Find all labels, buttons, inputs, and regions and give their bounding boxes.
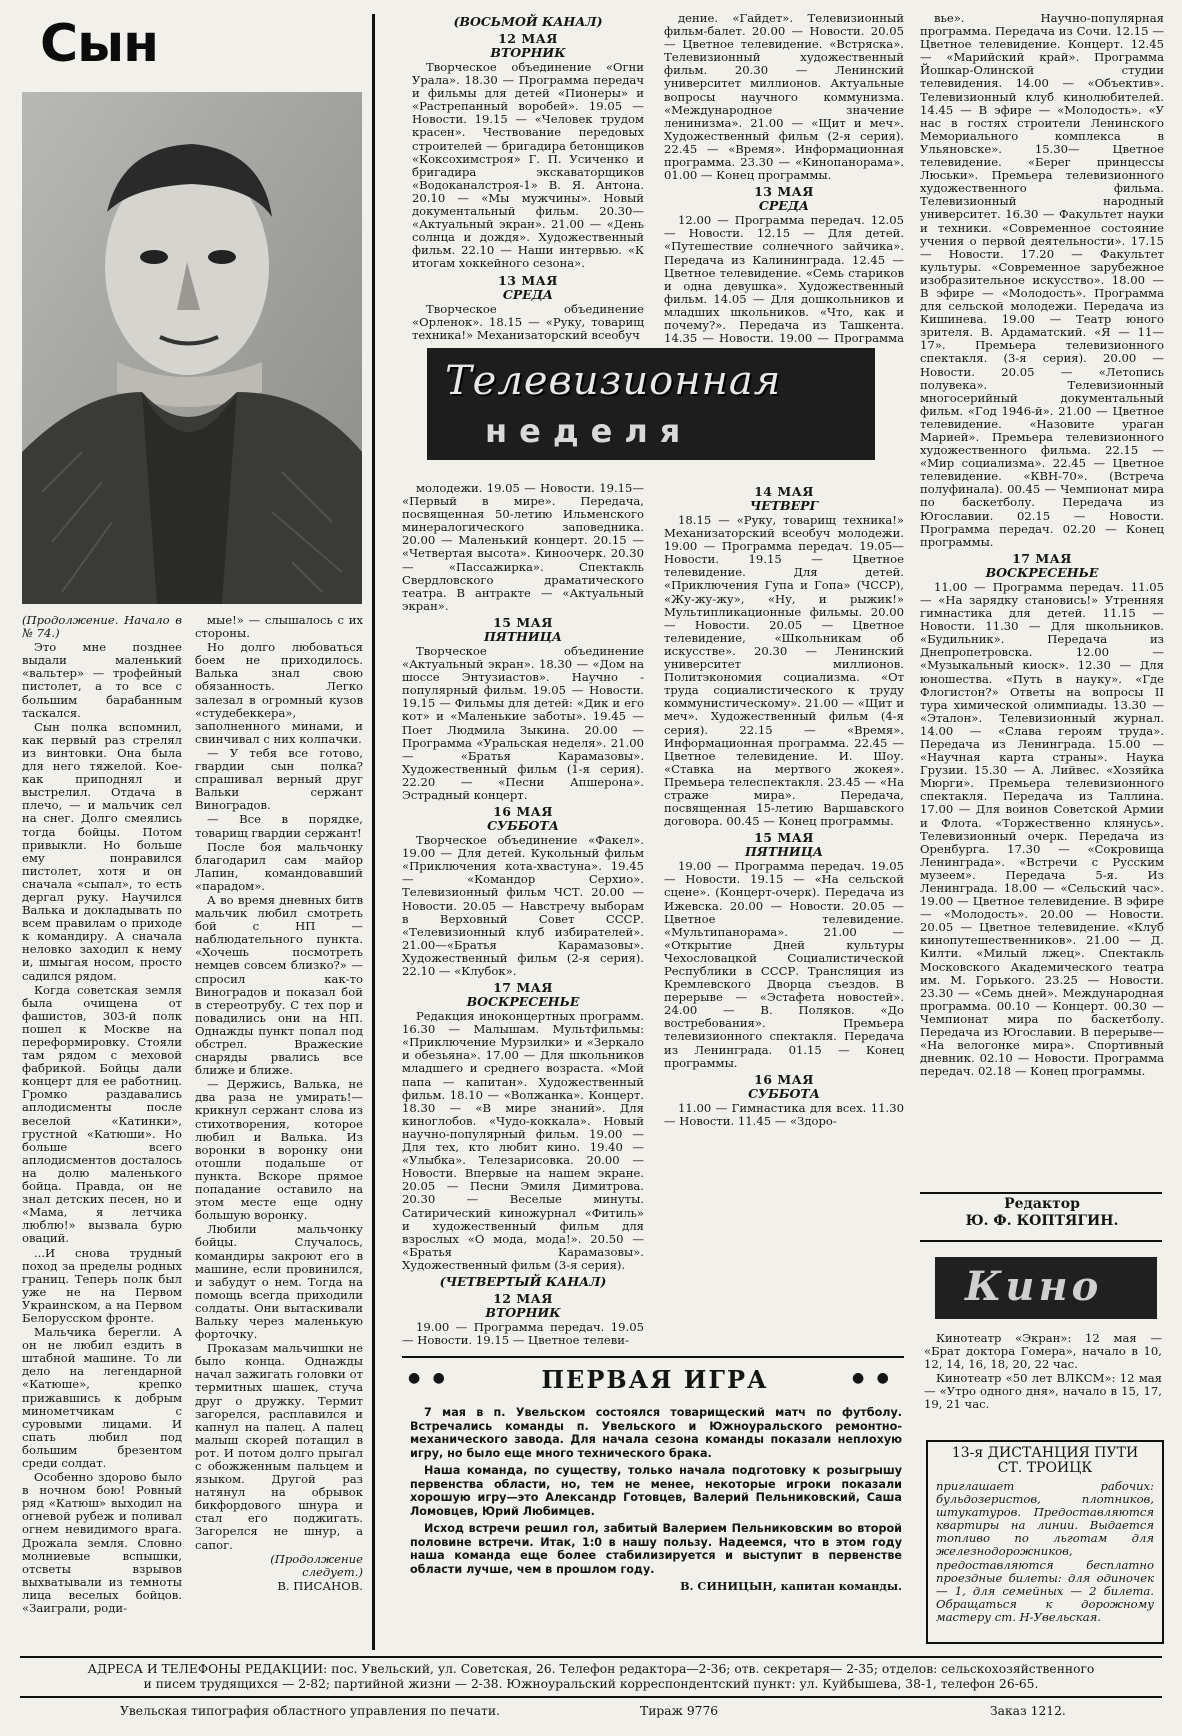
bullet-dots-right: ● ● xyxy=(852,1370,893,1386)
tv-listing: 19.00 — Программа передач. 19.05 — Новости. 19.15 — Цветное телеви- xyxy=(402,1319,644,1348)
tv-listing: Творческое объединение «Актуальный экран». 18.30 — «Дом на шоссе Энтузиастов». Научно - популярный фильм. 19.05 — Новости. 19.15 — Фильмы для детей: «Дик и его кот» и «Маленькие заботы». 19.45 — Поет Людмила Зыкина. 20.00 — Программа «Уральская неделя». 21.00 — «Братья Карамазовы». Художественный фильм (1-я серия). 22.20 — «Песни Апшерона». Эстрадный концерт. xyxy=(402,643,644,802)
editor-rule xyxy=(920,1192,1162,1194)
tv-date: 15 МАЯ xyxy=(754,830,814,846)
kino-listing-2: Кинотеатр «50 лет ВЛКСМ»: 12 мая — «Утро одного дня», начало в 15, 17, 19, 21 час. xyxy=(924,1371,1162,1412)
tv-date: 15 МАЯ xyxy=(493,614,553,630)
article-para-6: Особенно здорово было в ночном бою! Ровный ряд «Катюш» выходил на огневой рубеж и поливал огнем невидимого врага. Дрожала земля. Словно молниевые вспышки, отсветы взрывов выхватывали из темноты лица веселых бойцов. «Заиграли, роди- xyxy=(22,1470,182,1616)
tv-day-heading xyxy=(402,1292,644,1320)
tv-weekday: ВТОРНИК xyxy=(485,1304,561,1320)
banner-title: Телевизионная xyxy=(445,358,782,404)
channel-heading: (ЧЕТВЕРТЫЙ КАНАЛ) xyxy=(439,1273,607,1289)
footer-order: Заказ 1212. xyxy=(990,1704,1066,1718)
bullet-dots-left: ● ● xyxy=(408,1370,449,1386)
article-para-b-7: — Держись, Валька, не два раза не умирать!— крикнул сержант слова из стихотворения, которое любил и Валька. Из воронки в воронку они отошли подальше от пункта. Вскоре прямое попадание оставило на этом месте еще одну большую воронку. xyxy=(195,1077,363,1223)
match-rule xyxy=(402,1356,904,1358)
editor-label: Редактор xyxy=(1004,1196,1080,1212)
article-photo xyxy=(22,92,362,604)
continued-note: (Продолжение следует.) xyxy=(270,1551,363,1579)
tv-listing: молодежи. 19.05 — Новости. 19.15— «Первый в мире». Передача, посвященная 50-летию Ильменского минералогического заповедника. 20.00 — Маленький концерт. 20.15 — «Четвертая высота». Киноочерк. 20.30 — «Пассажирка». Спектакль Свердловского драматического театра. В антракте — «Актуальный экран». xyxy=(402,482,644,613)
match-author: В. СИНИЦЫН, капитан команды. xyxy=(680,1579,902,1593)
tv-listing: 12.00 — Программа передач. 12.05 — Новости. 12.15 — Для детей. «Путешествие солнечного зайчика». Передача из Калининграда. 12.45 — Цветное телевидение. «Семь стариков и одна девушка». Художественный фильм. 14.05 — Для дошкольников и младших школьников. «Что, как и почему?». Передача из Ташкента. 14.35 — Новости. 19.00 — Программа xyxy=(664,213,904,344)
tv-week-banner xyxy=(427,348,875,460)
kino-logo: Кино xyxy=(965,1263,1103,1310)
tv-date: 17 МАЯ xyxy=(493,980,553,996)
match-title: ПЕРВАЯ ИГРА xyxy=(541,1365,769,1394)
tv-date: 17 МАЯ xyxy=(1012,550,1072,566)
article-para-3: Когда советская земля была очищена от фашистов, 303-й полк пошел к Москве на переформировку. Стояли там рядом с меховой фабрикой. Бойцы дали концерт для ее работниц. Громко раздавались аплодисменты после веселой «Катинки», грустной «Катюши». Но больше всего аплодисментов досталось на долю маленького бойца. Правда, он не знал детских песен, но и «Мама, я летчика люблю!» вызвала бурю оваций. xyxy=(22,982,182,1246)
tv-listing: 11.00 — Гимнастика для всех. 11.30 — Новости. 11.45 — «Здоро- xyxy=(664,1100,904,1128)
tv-weekday: ЧЕТВЕРГ xyxy=(749,498,819,513)
tv-listing: 19.00 — Программа передач. 19.05 — Новости. 19.15 — «На сельской сцене». (Концерт-очерк). Передача из Ижевска. 20.00 — Новости. 20.05 — Цветное телевидение. «Мультипанорама». 21.00 — «Открытие Дней культуры Чехословацкой Социалистической Республики в СССР. Трансляция из Кремлевского Дворца съездов. В перерыве — «Эстафета новостей». 24.00 — В. Поляков. «До востребования». Премьера телевизионного спектакля. Передача из Ленинграда. 01.15 — Конец программы. xyxy=(664,859,904,1070)
article-para-1: Это мне позднее выдали маленький «вальтер» — трофейный пистолет, а то все с большим барабанным таскался. xyxy=(22,640,182,720)
tv-day-heading xyxy=(920,552,1164,580)
tv-date: 16 МАЯ xyxy=(493,804,553,820)
tv-day-heading xyxy=(402,616,644,644)
notice-title-1: 13-я ДИСТАНЦИЯ ПУТИ xyxy=(951,1445,1139,1461)
tv-weekday: ВОСКРЕСЕНЬЕ xyxy=(466,994,580,1010)
footer-rule-top xyxy=(20,1656,1162,1658)
tv-listing: Творческое объединение «Огни Урала». 18.30 — Программа передач и фильмы для детей «Пионеры» и «Растрепанный воробей». 19.05 — Новости. 19.15 — «Человек трудом красен». Чествование передовых строителей — бригадира бетонщиков «Коксохимстроя» Г. П. Усиченко и бригадира экскаваторщиков «Водоканалстроя-1» В. Я. Антона. 20.10 — «Мы мужчины». Новый документальный фильм. 20.30— «Актуальный экран». 21.00 — «День солнца и дождя». Художественный фильм. 22.10 — Наши интервью. «К итогам хоккейного сезона». xyxy=(412,60,644,271)
banner-subtitle: неделя xyxy=(485,412,693,450)
match-para-2: Наша команда, по существу, только начала подготовку к розыгрышу первенства области, но, тем не менее, некоторые игроки показали хорошую игру—это Александр Готовцев, Валерий Пельниковский, Саша Ломовцев, Юрий Любимцев. xyxy=(410,1464,902,1518)
tv-date: 12 МАЯ xyxy=(498,31,558,46)
tv-weekday: СУББОТА xyxy=(748,1085,820,1101)
tv-column-3 xyxy=(920,12,1164,1190)
tv-listing: дение. «Гайдет». Телевизионный фильм-балет. 20.00 — Новости. 20.05 — Цветное телевидение. «Встряска». Телевизионный художественный фильм. 20.30 — Ленинский университет миллионов. Актуальные вопросы научного коммунизма. «Международное значение ленинизма». 21.00 — «Щит и меч». Художественный фильм (2-я серия). 22.45 — «Время». Информационная программа. 23.30 — «Кинопанорама». 01.00 — Конец программы. xyxy=(664,12,904,183)
tv-listing: Творческое объединение «Орленок». 18.15 — «Руку, товарищ техника!» Механизаторский всеобуч xyxy=(412,301,644,342)
match-para-1: 7 мая в п. Увельском состоялся товарищеский матч по футболу. Встречались команды п. Увельского и Южноуральского ремонтно-механического завода. Для начала сезона команды показали неплохую игру, но было еще много технического брака. xyxy=(410,1406,902,1460)
tv-listing: 18.15 — «Руку, товарищ техника!» Механизаторский всеобуч молодежи. 19.00 — Программа передач. 19.05— Новости. 19.15 — Цветное телевидение. Для детей. «Приключения Гупа и Гопа» (ЧССР), «Жу-жу-жу», «Ну, и рыжик!» Мультипликационные фильмы. 20.00 — Новости. 20.05 — Цветное телевидение, «Школьникам об искусстве». 20.30 — Ленинский университет миллионов. Политэкономия социализма. «От труда социалистического к труду коммунистическому». 21.00 — «Щит и меч». Художественный фильм (4-я серия). 22.15 — «Время». Информационная программа. 22.45 — Цветное телевидение. И. Шоу. «Ставка на мертвого жокея». Премьера телеспектакля. 23.45 — «На страже мира». Передача, посвященная 15-летию Варшавского договора. 00.45 — Конец программы. xyxy=(664,513,904,829)
article-para-b-1: мые!» — слышалось с их стороны. xyxy=(195,614,363,641)
tv-column-1-top xyxy=(412,12,644,344)
tv-weekday: СРЕДА xyxy=(758,198,810,214)
tv-weekday: ВТОРНИК xyxy=(490,45,566,60)
tv-listing: Творческое объединение «Факел». 19.00 — Для детей. Кукольный фильм «Приключения кота-хвастунa». 19.45 — «Командор Серхио». Телевизионный фильм ЧСТ. 20.00 — Новости. 20.05 — Навстречу выборам в Верховный Совет СССР. «Телевизионный клуб избирателей». 21.00—«Братья Карамазовы». Художественный фильм (2-я серия). 22.10 — «Клубок». xyxy=(402,833,644,978)
notice-title-2: СТ. ТРОИЦК xyxy=(997,1460,1093,1476)
tv-day-heading xyxy=(402,805,644,833)
editor-block xyxy=(920,1196,1164,1230)
tv-weekday: СУББОТА xyxy=(487,818,559,834)
tv-weekday: ВОСКРЕСЕНЬЕ xyxy=(985,564,1099,580)
article-para-b-2: Но долго любоваться боем не приходилось. Валька знал свою обязанность. Легко залезал в огромный кузов «студебеккера», заполненного минами, и свинчивал с них колпачки. xyxy=(195,640,363,746)
tv-weekday: ПЯТНИЦА xyxy=(483,628,562,644)
article-para-b-6: А во время дневных битв мальчик любил смотреть бой с НП — наблюдательного пункта. «Хочешь посмотреть немцев совсем близко?» — спросил как-то Виноградов и показал бой в стереотрубу. С тех пор и повадились они на НП. Однажды пункт попал под обстрел. Вражеские снаряды рвались все ближе и ближе. xyxy=(195,892,363,1078)
tv-weekday: ПЯТНИЦА xyxy=(744,844,823,860)
tv-listing: вье». Научно-популярная программа. Передача из Сочи. 12.15 — Цветное телевидение. Концерт. 12.45 — «Марийский край». Программа Йошкар-Олинской студии телевидения. 14.00 — «Объектив». Телевизионный клуб кинолюбителей. 14.45 — В эфире — «Молодость». «У нас в гостях строители Ленинского Мемориального комплекса в Ульяновске». 15.30— Цветное телевидение. «Берег принцессы Люськи». Премьера телевизионного художественного фильма. Телевизионный народный университет. 16.30 — Факультет науки и техники. «Современное состояние учения о первой деятельности». 17.15— Новости. 17.20 — Факультет культуры. «Современное зарубежное изобразительное искусство». 18.00 — В эфире — «Молодость». Программа для сельской молодежи. Передача из Кишинева. 19.00 — Театр юного зрителя. В. Ардаматский. «Я — 11—17». Премьера телевизионного спектакля. (3-я серия). 20.00 — Новости. 20.05 — «Летопись полувека». Телевизионный многосерийный документальный фильм. «Год 1946-й». 21.00 — Цветное телевидение. «Назовите ураган Марией». Премьера телевизионного художественного фильма. 22.15 — «Мир социализма». 22.45 — Цветное телевидение. «КВН-70». (Встреча полуфинала). 00.45 — Чемпионат мира по баскетболу. Передача из Югославии. 02.15 — Новости. Программа передач. 02.20 — Конец программы. xyxy=(920,12,1164,549)
article-intro: (Продолжение. Начало в № 74.) xyxy=(22,614,182,641)
article-para-b-4: — Все в порядке, товарищ гвардии сержант! xyxy=(195,812,363,840)
tv-date: 13 МАЯ xyxy=(754,184,814,200)
article-para-b-8: Любили мальчонку бойцы. Случалось, командиры закроют его в машине, если провинился, и забудут о нем. Тогда на помощь всегда приходили солдаты. Они вытаскивали Вальку через маленькую форточку. xyxy=(195,1222,363,1342)
kino-banner xyxy=(935,1257,1157,1319)
article-para-4: ...И снова трудный поход за пределы родных границ. Теперь полк был уже не на Первом Украинском, а на Первом Белорусском фронте. xyxy=(22,1245,182,1325)
tv-day-heading xyxy=(664,831,904,859)
kino-listings xyxy=(924,1332,1162,1432)
tv-listing: 11.00 — Программа передач. 11.05 — «На зарядку становись!» Утренняя гимнастика для детей. 11.15 — Новости. 11.30 — Для школьников. «Будильник». Передача из Днепропетровска. 12.00 — «Музыкальный киоск». 12.30 — Для юношества. «Путь в науку». «Где Флогистон?» Ответы на вопросы II тура химической олимпиады. 13.30 — «Эталон». Телевизионный журнал. 14.00 — «Слава героям труда». Передача из Ленинграда. 15.00 — «Научная карта страны». Наука Грузии. 15.30 — А. Лийвес. «Хозяйка Мюрги». Премьера телевизионного спектакля. Передача из Таллина. 17.00 — Для воинов Советской Армии и Флота. «Торжественно клянусь». Телевизионный очерк. Передача из Оренбурга. 17.30 — «Сокровища Ленинграда». «Встречи с Русским музеем». Передача 5-я. Из Ленинграда. 18.00 — «Сельский час». 19.00 — Цветное телевидение. В эфире — «Молодость». 20.00 — Новости. 20.05 — Цветное телевидение. «Клуб кинопутешественников». 21.00 — Д. Килти. «Милый лжец». Спектакль Московского Академического театра им. М. Горького. 23.25 — Новости. 23.30 — «Семь дней». Международная программа. 00.10 — Концерт. 00.30 — Чемпионат мира по баскетболу. Передача из Югославии. В перерыве— «На велогонке мира». Спортивный дневник. 02.10 — Новости. Программа передач. 02.18 — Конец программы. xyxy=(920,579,1164,1079)
footer-address-2: и писем трудящихся — 2-82; партийной жизни — 2-38. Южноуральский корреспондентский пункт: ул. Куйбышева, 38-1, телефон 26-65. xyxy=(143,1677,1039,1691)
channel-heading: (ВОСЬМОЙ КАНАЛ) xyxy=(453,14,603,29)
match-article xyxy=(410,1406,902,1598)
kino-listing-1: Кинотеатр «Экран»: 12 мая — «Брат доктора Гомера», начало в 10, 12, 14, 16, 18, 20, 22 час. xyxy=(924,1332,1162,1372)
article-author: В. ПИСАНОВ. xyxy=(277,1578,363,1593)
portrait-image xyxy=(22,92,362,604)
tv-date: 13 МАЯ xyxy=(498,272,558,288)
tv-day-heading xyxy=(664,185,904,213)
job-notice xyxy=(926,1440,1164,1644)
match-para-3: Исход встречи решил гол, забитый Валерием Пельниковским во второй половине встречи. Итак, 1:0 в нашу пользу. Надеемся, что в этом году наша команда еще более стабилизируется и выступит в первенстве области лучше, чем в прошлом году. xyxy=(410,1522,902,1576)
tv-day-heading xyxy=(664,1073,904,1101)
tv-weekday: СРЕДА xyxy=(502,286,554,302)
notice-body: приглашает рабочих: бульдозеристов, плотников, штукатуров. Предоставляются квартиры на линии. Выдается топливо по льготам для железнодорожников, предоставляются бесплатно проездные билеты: для одиночек — 1, для семейных — 2 билета. Обращаться к дорожному мастеру ст. Н-Увельская. xyxy=(936,1480,1154,1624)
article-para-b-3: — У тебя все готово, гвардии сын полка? спрашивал верный друг Вальки сержант Виноградов. xyxy=(195,745,363,813)
tv-date: 14 МАЯ xyxy=(754,484,814,499)
tv-column-2-bottom xyxy=(664,482,904,1350)
footer-rule-mid xyxy=(20,1696,1162,1698)
article-para-2: Сын полка вспомнил, как первый раз стрелял из винтовки. Она была для него тяжелой. Кое-как приподнял и выстрелил. Отдача в плечо, — и мальчик сел на снег. Долго смеялись тогда бойцы. Потом привыкли. Но больше ему понравился пистолет, хотя и он сначала «сыпал», то есть дергал руку. Научился Валька и докладывать по всем правилам о приходе к командиру. А сначала неловко заходил к нему и, шмыгая носом, просто садился рядом. xyxy=(22,719,182,983)
tv-date: 12 МАЯ xyxy=(493,1290,553,1306)
footer-address-1: АДРЕСА И ТЕЛЕФОНЫ РЕДАКЦИИ: пос. Увельский, ул. Советская, 26. Телефон редактора—2-36; отв. секретаря— 2-35; отделов: сельскохозяйственного xyxy=(87,1662,1095,1676)
tv-day-heading xyxy=(402,981,644,1009)
footer-circulation: Тираж 9776 xyxy=(640,1704,719,1718)
tv-day-heading xyxy=(412,32,644,60)
article-column-1 xyxy=(22,614,182,1650)
column-rule xyxy=(372,14,375,1650)
article-para-5: Мальчика берегли. А он не любил ездить в штабной машине. То ли дело на легендарной «Катюше», крепко прижавшись к добрым минометчикам с суровыми лицами. И спать любил под большим брезентом среди солдат. xyxy=(22,1325,182,1470)
tv-column-1-bottom xyxy=(402,482,644,1350)
tv-listing: Редакция иноконцертных программ. 16.30 — Малышам. Мультфильмы: «Приключение Мурзилки» и «Зеркало и обезьяна». 17.00 — Для школьников младшего и среднего возраста. «Мой папа — капитан». Художественный фильм. 18.10 — «Волжанка». Концерт. 18.30 — «В мире знаний». Для киноглобов. «Чудо-коккала». Новый научно-популярный фильм. 19.00 — Для тех, кто любит кино. 19.40 — «Улыбка». Телезарисовка. 20.00 — Новости. Впервые на нашем экране. 20.05 — Песни Эмиля Димитрова. 20.30 — Веселые минуты. Сатирический киножурнал «Фитиль» и художественный фильм для взрослых «О мода, мода!». 20.50 — «Братья Карамазовы». Художественный фильм (3-я серия). xyxy=(402,1009,644,1272)
tv-column-2-top xyxy=(664,12,904,344)
editor-name: Ю. Ф. КОПТЯГИН. xyxy=(965,1213,1119,1229)
article-para-b-5: После боя мальчонку благодарил сам майор Лапин, командовавший «парадом». xyxy=(195,839,363,893)
article-column-2 xyxy=(195,614,363,1650)
article-title: Сын xyxy=(40,14,159,74)
footer-printer: Увельская типография областного управления по печати. xyxy=(120,1704,500,1718)
article-para-b-9: Проказам мальчишки не было конца. Однажды начал зажигать головки от термитных шашек, стуча друг о дружку. Термит загорелся, расплавился и капнул на палец. А палец малыш скорей потащил в рот. И потом долго прыгал с обожженным пальцем и языком. Другой раз натянул на обрывок бикфордового шнура и стал его поджигать. Загорелся не шнур, а сапог. xyxy=(195,1341,363,1552)
tv-day-heading xyxy=(412,274,644,302)
tv-day-heading xyxy=(664,485,904,513)
editor-rule-bottom xyxy=(920,1240,1162,1242)
tv-date: 16 МАЯ xyxy=(754,1071,814,1087)
